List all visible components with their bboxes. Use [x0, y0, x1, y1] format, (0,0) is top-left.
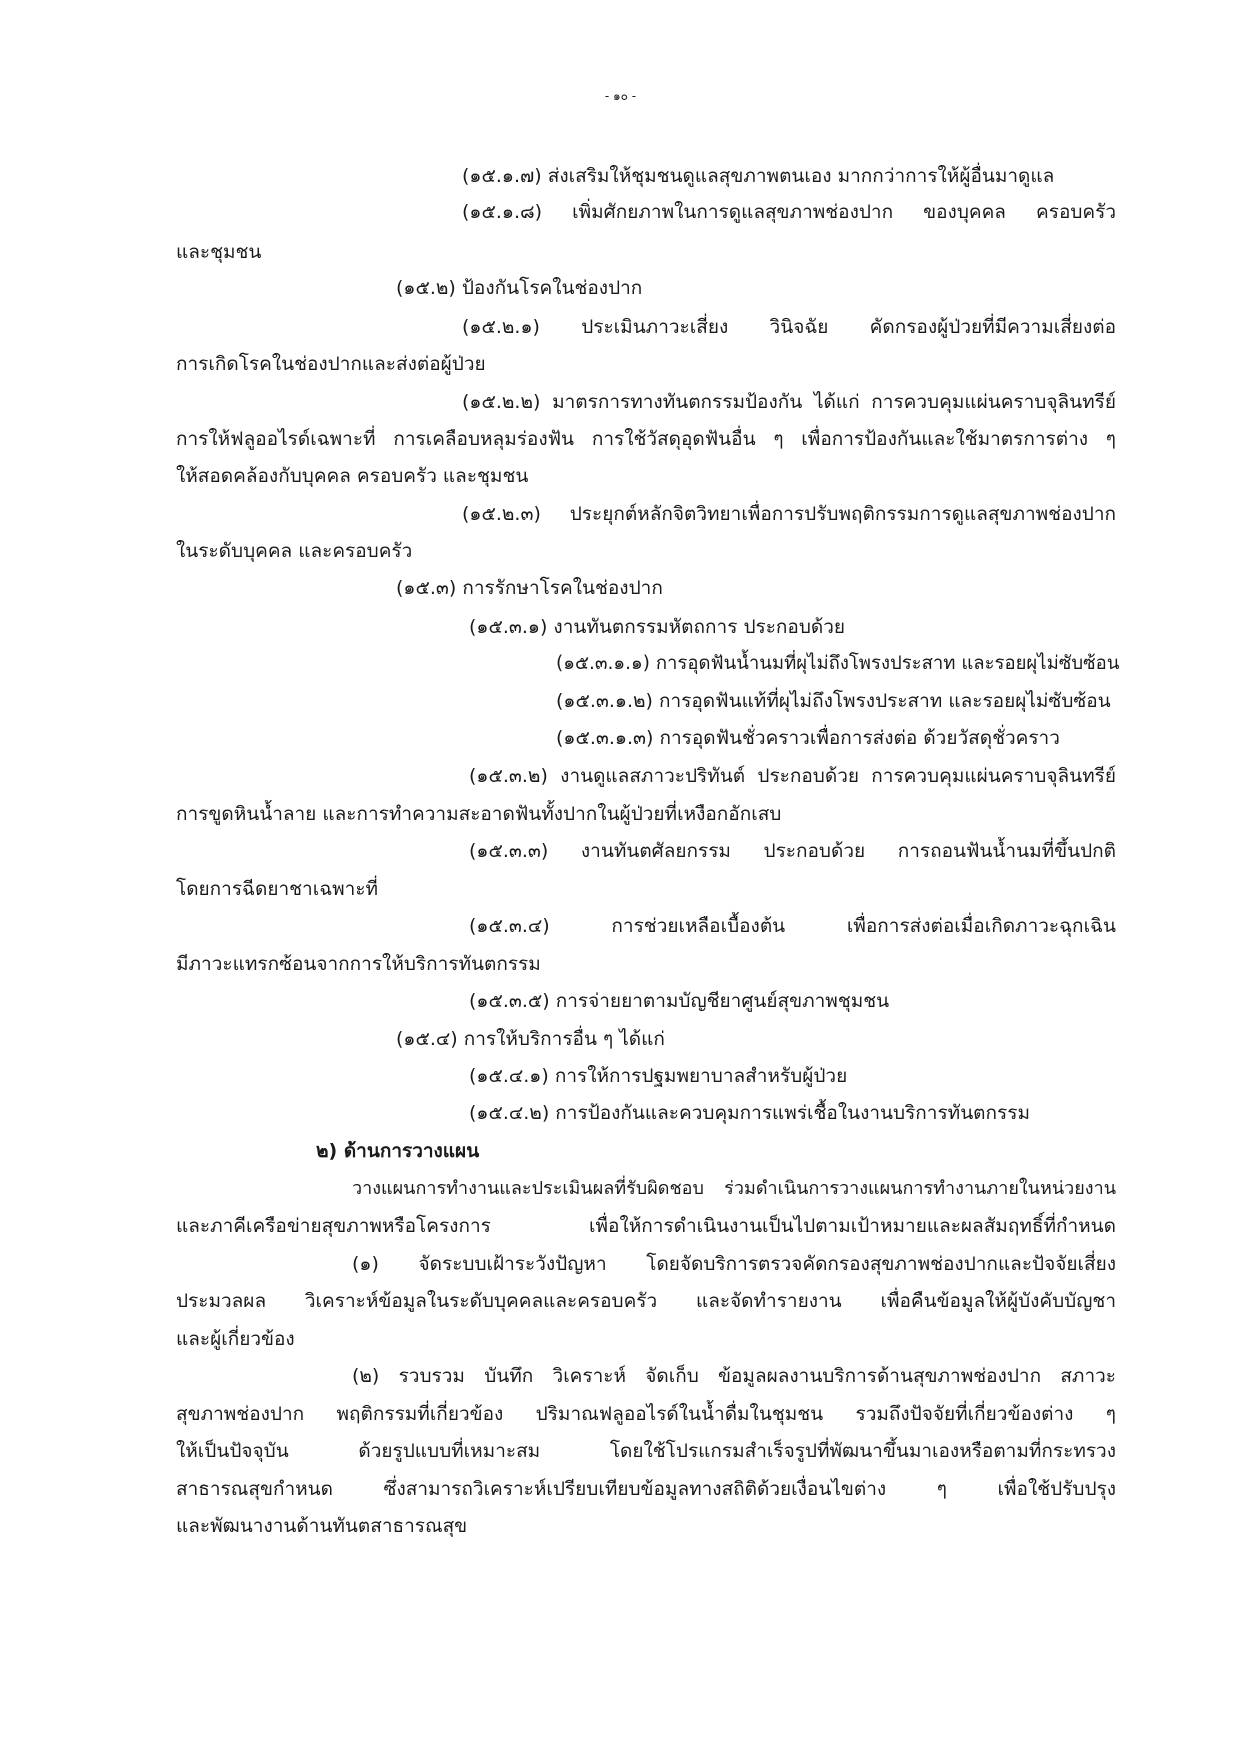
item-15-2-2-cont-1: การให้ฟลูออไรด์เฉพาะที่ การเคลือบหลุมร่องฟัน การใช้วัสดุอุดฟันอื่น ๆ เพื่อการป้องกันและใช้มาตรการต่าง ๆ — [176, 428, 1116, 450]
item-15-3-1: (๑๕.๓.๑) งานทันตกรรมหัตถการ ประกอบด้วย — [469, 616, 846, 638]
planning-para-1-cont: และภาคีเครือข่ายสุขภาพหรือโครงการ เพื่อให้การดำเนินงานเป็นไปตามเป้าหมายและผลสัมฤทธิ์ที่กำหนด — [176, 1215, 1116, 1237]
planning-item-1: (๑) จัดระบบเฝ้าระวังปัญหา โดยจัดบริการตรวจคัดกรองสุขภาพช่องปากและปัจจัยเสี่ยง — [352, 1253, 1116, 1275]
item-15-1-7: (๑๕.๑.๗) ส่งเสริมให้ชุมชนดูแลสุขภาพตนเอง มากกว่าการให้ผู้อื่นมาดูแล — [462, 165, 1055, 187]
item-15-3-1-2: (๑๕.๓.๑.๒) การอุดฟันแท้ที่ผุไม่ถึงโพรงประสาท และรอยผุไม่ซับซ้อน — [556, 690, 1111, 712]
planning-item-2-cont-1: สุขภาพช่องปาก พฤติกรรมที่เกี่ยวข้อง ปริมาณฟลูออไรด์ในน้ำดื่มในชุมชน รวมถึงปัจจัยที่เกี่ยวข้องต่าง ๆ — [176, 1403, 1116, 1425]
item-15-2-3-cont: ในระดับบุคคล และครอบครัว — [176, 540, 413, 562]
item-15-3-2-cont: การขูดหินน้ำลาย และการทำความสะอาดฟันทั้งปากในผู้ป่วยที่เหงือกอักเสบ — [176, 803, 782, 825]
section-heading-planning: ๒) ด้านการวางแผน — [316, 1140, 480, 1162]
planning-item-1-cont-2: และผู้เกี่ยวข้อง — [176, 1328, 295, 1350]
planning-item-2-cont-4: และพัฒนางานด้านทันตสาธารณสุข — [176, 1515, 468, 1537]
planning-para-1: วางแผนการทำงานและประเมินผลที่รับผิดชอบ ร่วมดำเนินการวางแผนการทำงานภายในหน่วยงาน — [352, 1178, 1116, 1199]
planning-item-2-cont-2: ให้เป็นปัจจุบัน ด้วยรูปแบบที่เหมาะสม โดยใช้โปรแกรมสำเร็จรูปที่พัฒนาขึ้นมาเองหรือตามที่กระทรวง — [176, 1440, 1116, 1462]
item-15-3-2: (๑๕.๓.๒) งานดูแลสภาวะปริทันต์ ประกอบด้วย การควบคุมแผ่นคราบจุลินทรีย์ — [469, 765, 1116, 787]
item-15-2-1: (๑๕.๒.๑) ประเมินภาวะเสี่ยง วินิจฉัย คัดกรองผู้ป่วยที่มีความเสี่ยงต่อ — [462, 316, 1116, 338]
planning-item-1-cont-1: ประมวลผล วิเคราะห์ข้อมูลในระดับบุคคลและครอบครัว และจัดทำรายงาน เพื่อคืนข้อมูลให้ผู้บังคับบัญชา — [176, 1290, 1116, 1312]
item-15-1-8-cont: และชุมชน — [176, 241, 262, 263]
item-15-2-2: (๑๕.๒.๒) มาตรการทางทันตกรรมป้องกัน ได้แก่ การควบคุมแผ่นคราบจุลินทรีย์ — [462, 391, 1116, 413]
item-15-2-3: (๑๕.๒.๓) ประยุกต์หลักจิตวิทยาเพื่อการปรับพฤติกรรมการดูแลสุขภาพช่องปาก — [462, 503, 1116, 525]
item-15-1-8: (๑๕.๑.๘) เพิ่มศักยภาพในการดูแลสุขภาพช่องปาก ของบุคคล ครอบครัว — [462, 201, 1116, 223]
planning-item-2: (๒) รวบรวม บันทึก วิเคราะห์ จัดเก็บ ข้อมูลผลงานบริการด้านสุขภาพช่องปาก สภาวะ — [352, 1365, 1116, 1387]
item-15-3-4-cont: มีภาวะแทรกซ้อนจากการให้บริการทันตกรรม — [176, 953, 541, 975]
item-15-3-1-1: (๑๕.๓.๑.๑) การอุดฟันน้ำนมที่ผุไม่ถึงโพรงประสาท และรอยผุไม่ซับซ้อน — [556, 653, 1120, 674]
item-15-3-3: (๑๕.๓.๓) งานทันตศัลยกรรม ประกอบด้วย การถอนฟันน้ำนมที่ขึ้นปกติ — [469, 840, 1116, 862]
item-15-3-4: (๑๕.๓.๔) การช่วยเหลือเบื้องต้น เพื่อการส่งต่อเมื่อเกิดภาวะฉุกเฉิน — [469, 915, 1116, 937]
item-15-2-2-cont-2: ให้สอดคล้องกับบุคคล ครอบครัว และชุมชน — [176, 465, 529, 487]
heading-15-4: (๑๕.๔) การให้บริการอื่น ๆ ได้แก่ — [396, 1028, 665, 1050]
page-number: - ๑๐ - — [604, 89, 637, 103]
item-15-4-1: (๑๕.๔.๑) การให้การปฐมพยาบาลสำหรับผู้ป่วย — [469, 1065, 848, 1087]
item-15-4-2: (๑๕.๔.๒) การป้องกันและควบคุมการแพร่เชื้อในงานบริการทันตกรรม — [469, 1102, 1030, 1124]
item-15-3-5: (๑๕.๓.๕) การจ่ายยาตามบัญชียาศูนย์สุขภาพชุมชน — [469, 990, 890, 1012]
heading-15-2: (๑๕.๒) ป้องกันโรคในช่องปาก — [396, 277, 643, 299]
item-15-3-3-cont: โดยการฉีดยาชาเฉพาะที่ — [176, 878, 379, 900]
item-15-2-1-cont: การเกิดโรคในช่องปากและส่งต่อผู้ป่วย — [176, 353, 486, 375]
planning-item-2-cont-3: สาธารณสุขกำหนด ซึ่งสามารถวิเคราะห์เปรียบเทียบข้อมูลทางสถิติด้วยเงื่อนไขต่าง ๆ เพื่อใช้ปรับปรุง — [176, 1478, 1116, 1500]
item-15-3-1-3: (๑๕.๓.๑.๓) การอุดฟันชั่วคราวเพื่อการส่งต่อ ด้วยวัสดุชั่วคราว — [556, 727, 1060, 749]
heading-15-3: (๑๕.๓) การรักษาโรคในช่องปาก — [396, 577, 663, 599]
